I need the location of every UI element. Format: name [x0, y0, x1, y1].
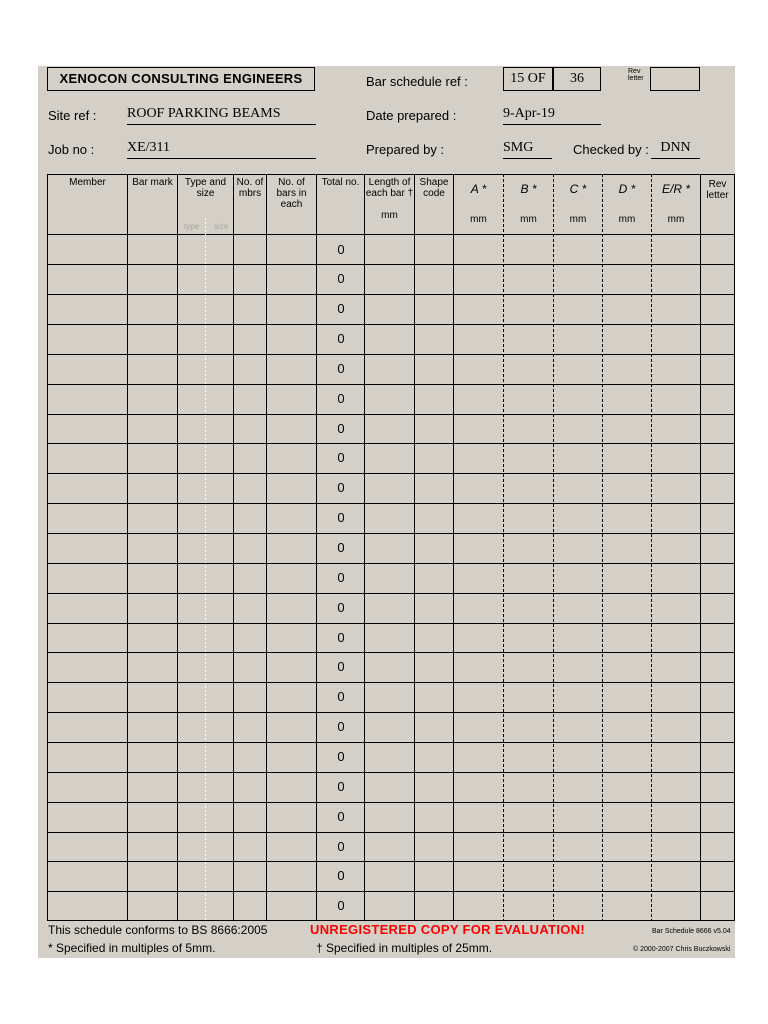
- total-cell[interactable]: 0: [337, 839, 345, 854]
- col-c: C *: [569, 182, 587, 196]
- date-prepared-label: Date prepared :: [366, 108, 457, 123]
- bar-schedule-ref-label: Bar schedule ref :: [366, 74, 468, 89]
- unregistered-warning: UNREGISTERED COPY FOR EVALUATION!: [310, 922, 585, 937]
- unit-a: mm: [470, 214, 487, 225]
- col-no-bars: No. of bars in each: [276, 177, 307, 210]
- ref-total-box[interactable]: 36: [553, 67, 601, 91]
- total-cell[interactable]: 0: [337, 570, 345, 585]
- job-no-field[interactable]: XE/311: [127, 140, 316, 159]
- col-length: Length of each bar †: [365, 177, 414, 199]
- col-b: B *: [520, 182, 537, 196]
- rev-letter-small-label: Rev letter: [628, 68, 644, 82]
- total-cell[interactable]: 0: [337, 749, 345, 764]
- checked-by-label: Checked by :: [573, 142, 649, 157]
- checked-by-field[interactable]: DNN: [651, 140, 700, 159]
- company-name: XENOCON CONSULTING ENGINEERS: [47, 67, 315, 91]
- total-cell[interactable]: 0: [337, 659, 345, 674]
- total-cell[interactable]: 0: [337, 271, 345, 286]
- total-cell[interactable]: 0: [337, 779, 345, 794]
- col-length-unit: mm: [381, 210, 398, 221]
- col-type-sub: type: [184, 222, 200, 231]
- total-cell[interactable]: 0: [337, 361, 345, 376]
- conforms-note: This schedule conforms to BS 8666:2005: [48, 923, 268, 937]
- col-size-sub: size: [214, 222, 229, 231]
- unit-c: mm: [569, 214, 587, 225]
- note-25mm: † Specified in multiples of 25mm.: [316, 941, 493, 955]
- copyright-label: © 2000-2007 Chris Buczkowski: [633, 946, 731, 953]
- total-cell[interactable]: 0: [337, 331, 345, 346]
- total-cell[interactable]: 0: [337, 242, 345, 257]
- col-er: E/R *: [661, 182, 690, 196]
- col-a: A *: [470, 182, 487, 196]
- col-rev: Rev letter: [706, 179, 729, 201]
- prepared-by-field[interactable]: SMG: [503, 140, 552, 159]
- site-ref-label: Site ref :: [48, 108, 97, 123]
- col-no-mbrs: No. of mbrs: [236, 177, 264, 199]
- total-cell[interactable]: 0: [337, 391, 345, 406]
- total-cell[interactable]: 0: [337, 719, 345, 734]
- note-5mm: * Specified in multiples of 5mm.: [48, 941, 216, 955]
- total-cell[interactable]: 0: [337, 600, 345, 615]
- total-cell[interactable]: 0: [337, 689, 345, 704]
- total-cell[interactable]: 0: [337, 480, 345, 495]
- total-cell[interactable]: 0: [337, 421, 345, 436]
- col-member: Member: [69, 177, 106, 188]
- unit-b: mm: [520, 214, 537, 225]
- unit-er: mm: [667, 214, 685, 225]
- col-bar-mark: Bar mark: [132, 177, 173, 188]
- total-cell[interactable]: 0: [337, 301, 345, 316]
- total-cell[interactable]: 0: [337, 540, 345, 555]
- total-cell[interactable]: 0: [337, 809, 345, 824]
- total-cell[interactable]: 0: [337, 630, 345, 645]
- total-cell[interactable]: 0: [337, 898, 345, 913]
- job-no-label: Job no :: [48, 142, 95, 157]
- col-total: Total no.: [321, 177, 360, 188]
- col-shape: Shape code: [419, 177, 449, 199]
- ref-page-box[interactable]: 15 OF: [503, 67, 553, 91]
- site-ref-field[interactable]: ROOF PARKING BEAMS: [127, 106, 316, 125]
- total-cell[interactable]: 0: [337, 450, 345, 465]
- total-cell[interactable]: 0: [337, 868, 345, 883]
- col-type-size: Type and size: [184, 177, 227, 199]
- date-prepared-field[interactable]: 9-Apr-19: [503, 106, 601, 125]
- total-cell[interactable]: 0: [337, 510, 345, 525]
- unit-d: mm: [618, 214, 636, 225]
- version-label: Bar Schedule 8666 v5.04: [652, 928, 731, 935]
- prepared-by-label: Prepared by :: [366, 142, 445, 157]
- col-d: D *: [618, 182, 636, 196]
